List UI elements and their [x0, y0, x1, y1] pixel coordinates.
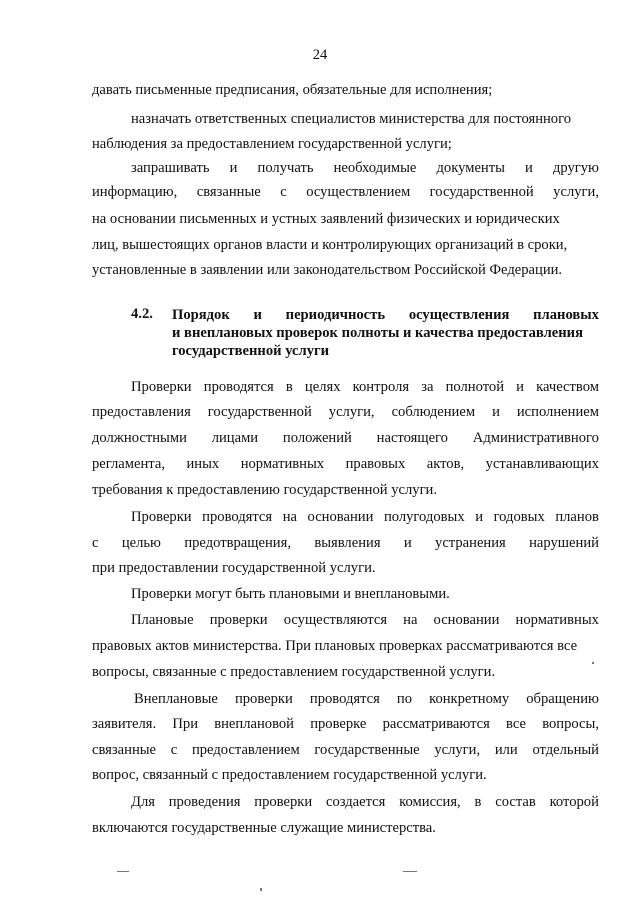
text-line	[92, 183, 599, 201]
word: иных	[186, 456, 220, 472]
word: связанные	[92, 742, 157, 758]
word: Административного	[472, 430, 599, 446]
text-line: на основании письменных и устных заявлений физических и юридических	[92, 211, 560, 227]
word: создается	[325, 794, 386, 810]
text-line: включаются государственные служащие министерства.	[92, 820, 436, 836]
text-line: вопросы, связанные с предоставлением государственной услуги.	[92, 664, 496, 680]
word: регламента,	[92, 456, 165, 472]
word: с	[280, 184, 287, 200]
text-line	[134, 690, 599, 708]
word: с	[170, 742, 178, 758]
scan-mark	[403, 871, 417, 872]
text-line	[131, 611, 599, 629]
word: проверке	[310, 716, 367, 732]
text-line	[131, 378, 599, 396]
word: и	[403, 535, 412, 551]
word: Проверки	[131, 379, 192, 395]
word: полнотой	[445, 379, 505, 395]
word: обращению	[526, 691, 599, 707]
text-line	[92, 741, 599, 759]
word: проведения	[168, 794, 241, 810]
word: проводятся	[203, 379, 274, 395]
section-title-line: и внеплановых проверок полноты и качества предоставления	[172, 325, 583, 341]
section-title-line: государственной услуги	[172, 343, 330, 359]
word: отдельный	[532, 742, 599, 758]
word: государственной	[429, 184, 534, 200]
word: состав	[495, 794, 536, 810]
word: настоящего	[376, 430, 448, 446]
word: услуги,	[553, 184, 599, 200]
word: устанавливающих	[485, 456, 599, 472]
word: конкретному	[429, 691, 510, 707]
word: целях	[304, 379, 341, 395]
section-number: 4.2.	[131, 306, 153, 322]
word: на	[403, 612, 418, 628]
word: и	[525, 160, 533, 176]
word: необходимые	[333, 160, 417, 176]
text-line: установленные в заявлении или законодательством Российской Федерации.	[92, 262, 563, 278]
scan-mark	[260, 888, 262, 891]
text-line: наблюдения за предоставлением государственной услуги;	[92, 136, 452, 152]
word: проводятся	[309, 691, 380, 707]
text-line	[131, 508, 599, 526]
word: на	[282, 509, 297, 525]
word: и	[492, 404, 500, 420]
word: с	[92, 535, 99, 551]
word: осуществляются	[283, 612, 388, 628]
word: основании	[307, 509, 374, 525]
word: осуществлением	[306, 184, 411, 200]
text-line	[92, 429, 599, 447]
word: лицами	[211, 430, 259, 446]
text-line: вопрос, связанный с предоставлением государственной услуги.	[92, 767, 487, 783]
word: услуги,	[328, 404, 375, 420]
word: за	[421, 379, 434, 395]
word: осуществления	[408, 307, 510, 323]
word: и	[229, 160, 238, 176]
word: в	[285, 379, 293, 395]
text-line: требования к предоставлению государственной услуги.	[92, 482, 438, 498]
text-line	[131, 159, 599, 177]
word: При	[172, 716, 199, 732]
word: планов	[555, 509, 599, 525]
word: предотвращения,	[184, 535, 291, 551]
word: и	[516, 379, 524, 395]
text-line	[92, 403, 599, 421]
text-line: давать письменные предписания, обязательные для исполнения;	[92, 82, 493, 98]
word: положений	[282, 430, 352, 446]
word: государственные	[314, 742, 420, 758]
text-line: назначать ответственных специалистов министерства для постоянного	[131, 111, 572, 127]
word: Внеплановые	[134, 691, 218, 707]
text-line: лиц, вышестоящих органов власти и контролирующих организаций в сроки,	[92, 237, 568, 253]
word: информацию,	[92, 184, 178, 200]
page-number: 24	[312, 47, 328, 63]
word: рассматриваются	[382, 716, 490, 732]
word: проверки	[209, 612, 268, 628]
word: все	[506, 716, 526, 732]
word: нарушений	[529, 535, 599, 551]
word: связанные	[196, 184, 261, 200]
word: проводятся	[202, 509, 273, 525]
word: документы	[436, 160, 505, 176]
word: нормативных	[240, 456, 325, 472]
text-line: правовых актов министерства. При плановых проверках рассматриваются все	[92, 638, 578, 654]
word: должностными	[92, 430, 187, 446]
word: соблюдением	[391, 404, 476, 420]
word: другую	[552, 160, 599, 176]
word: плановых	[533, 307, 599, 323]
word: полугодовых	[383, 509, 465, 525]
word: предоставления	[92, 404, 191, 420]
word: государственной	[207, 404, 312, 420]
word: годовых	[493, 509, 545, 525]
word: по	[396, 691, 413, 707]
word: и	[253, 307, 262, 323]
scan-mark	[117, 871, 129, 872]
word: внеплановой	[214, 716, 294, 732]
word: качеством	[536, 379, 599, 395]
text-line	[92, 715, 599, 733]
word: периодичность	[285, 307, 386, 323]
section-title-line	[172, 306, 599, 324]
word: Плановые	[131, 612, 194, 628]
text-line	[92, 455, 599, 473]
word: и	[475, 509, 484, 525]
text-line	[131, 793, 599, 811]
word: запрашивать	[131, 160, 210, 176]
word: в	[474, 794, 482, 810]
word: вопросы,	[542, 716, 599, 732]
word: комиссия,	[399, 794, 461, 810]
word: Для	[131, 794, 155, 810]
word: предоставлением	[191, 742, 300, 758]
word: правовых	[345, 456, 406, 472]
word: актов,	[426, 456, 465, 472]
text-line	[92, 534, 599, 552]
word: проверки	[234, 691, 293, 707]
word: проверки	[254, 794, 313, 810]
word: Проверки	[131, 509, 192, 525]
word: нормативных	[515, 612, 599, 628]
word: контроля	[352, 379, 410, 395]
word: получать	[257, 160, 314, 176]
word: устранения	[435, 535, 506, 551]
word: или	[494, 742, 518, 758]
word: выявления	[314, 535, 381, 551]
word: услуги,	[434, 742, 481, 758]
scan-mark	[592, 662, 594, 664]
word: основании	[433, 612, 500, 628]
word: исполнением	[516, 404, 599, 420]
text-line: Проверки могут быть плановыми и внеплановыми.	[131, 586, 450, 602]
word: Порядок	[172, 307, 230, 323]
word: заявителя.	[92, 716, 157, 732]
word: целью	[121, 535, 161, 551]
text-line: при предоставлении государственной услуги.	[92, 560, 376, 576]
word: которой	[549, 794, 599, 810]
